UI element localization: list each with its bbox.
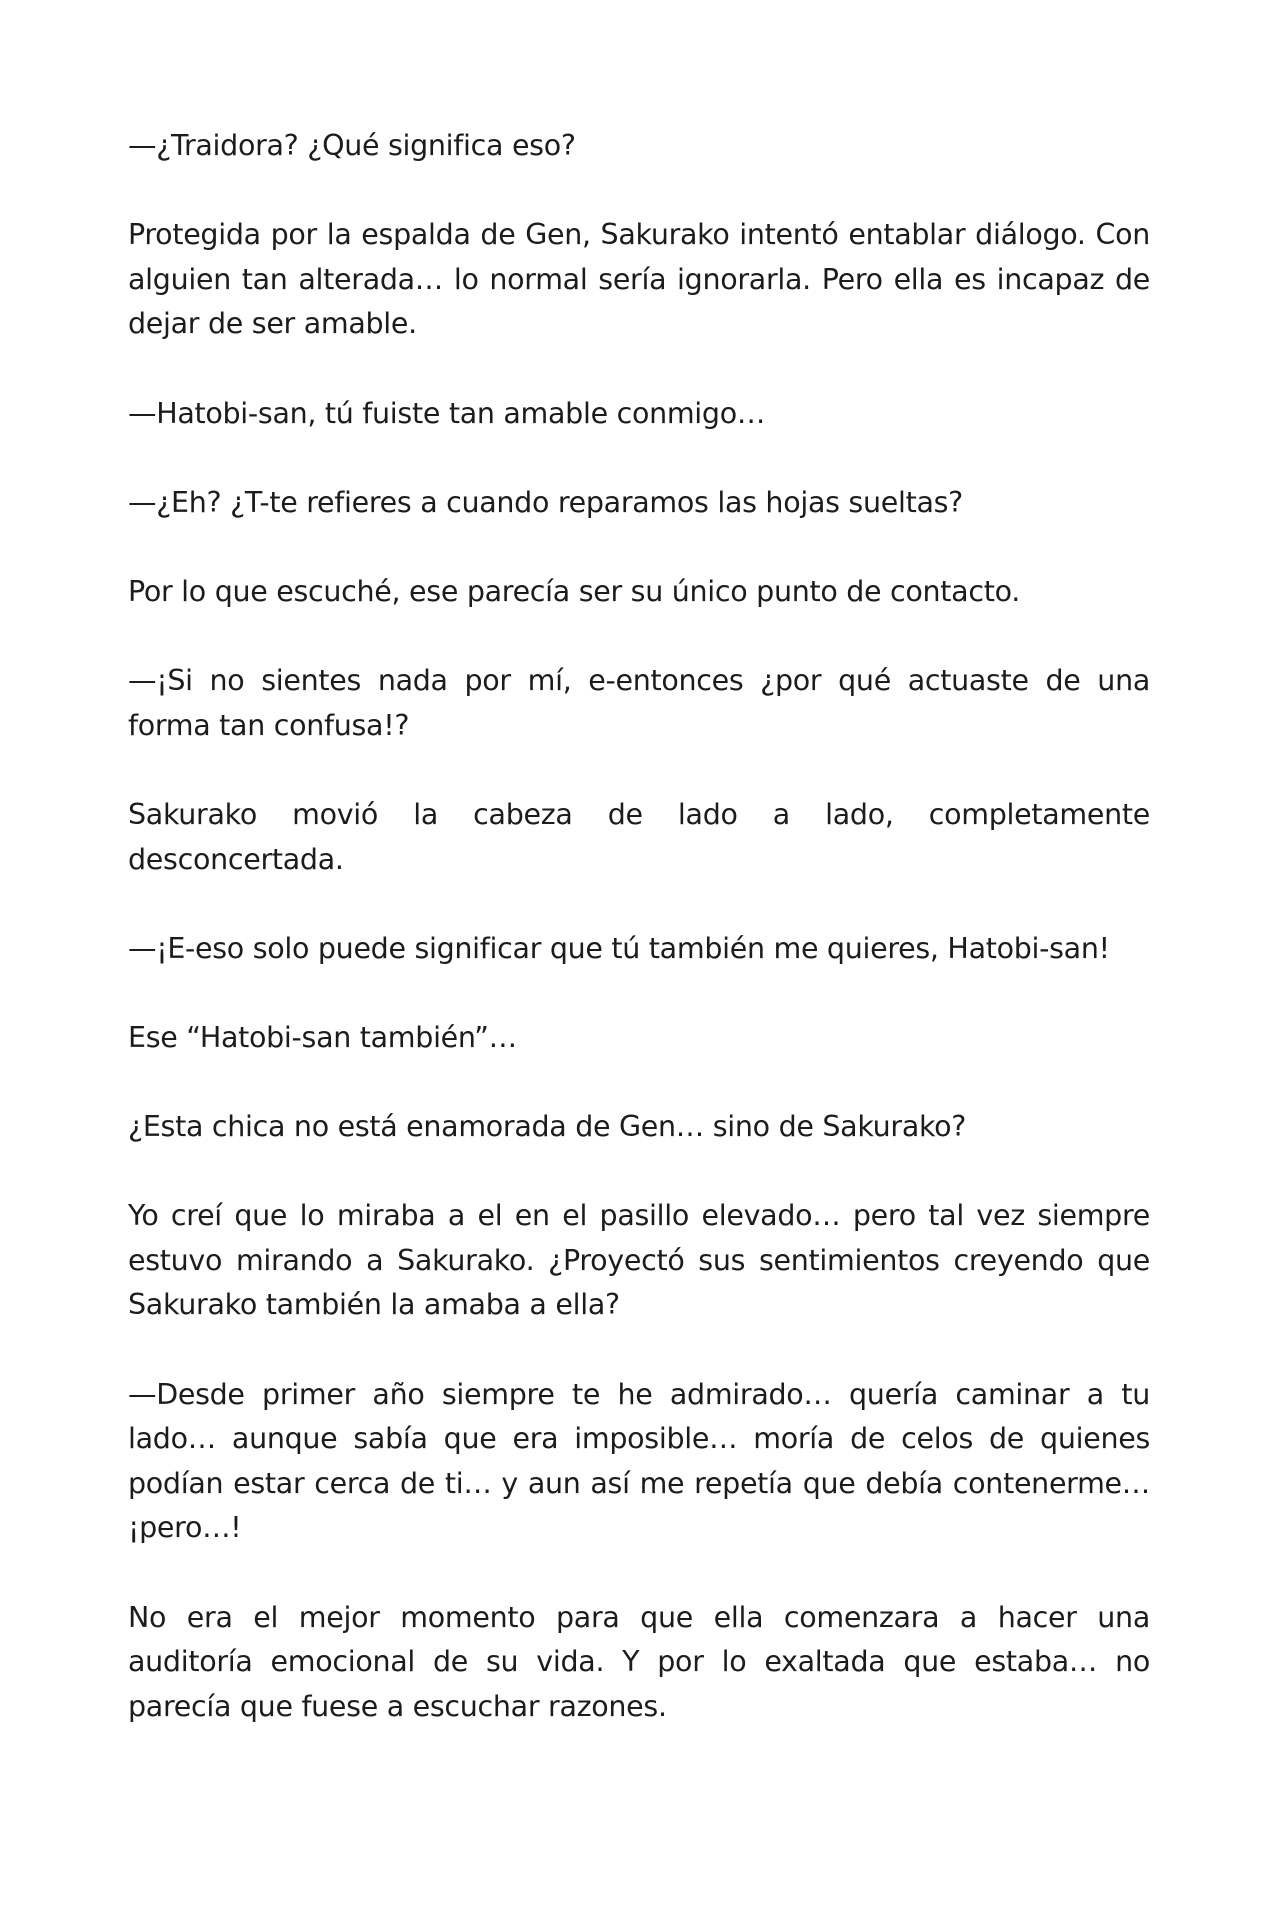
paragraph-narration: Yo creí que lo miraba a el en el pasillo elevado… pero tal vez siempre estuvo mirando a Sakurako. ¿Proyectó sus sentimientos creyendo que Sakurako también la amaba a ella?	[128, 1199, 1150, 1322]
document-page	[128, 124, 1150, 1774]
paragraph-dialogue: —¿Eh? ¿T-te refieres a cuando reparamos las hojas sueltas?	[128, 485, 963, 519]
paragraph-narration: Ese “Hatobi-san también”…	[128, 1020, 517, 1054]
paragraph-dialogue: —Desde primer año siempre te he admirado… quería caminar a tu lado… aunque sabía que era imposible… moría de celos de quienes podían estar cerca de ti… y aun así me repetía que debía contenerme… ¡pero…!	[128, 1377, 1150, 1545]
paragraph-narration: Protegida por la espalda de Gen, Sakurako intentó entablar diálogo. Con alguien tan alterada… lo normal sería ignorarla. Pero ella es incapaz de dejar de ser amable.	[128, 218, 1150, 341]
paragraph-narration: Por lo que escuché, ese parecía ser su único punto de contacto.	[128, 574, 1020, 608]
paragraph-narration: No era el mejor momento para que ella comenzara a hacer una auditoría emocional de su vida. Y por lo exaltada que estaba… no parecía que fuese a escuchar razones.	[128, 1600, 1150, 1723]
paragraph-dialogue: —¡Si no sientes nada por mí, e-entonces ¿por qué actuaste de una forma tan confusa!?	[128, 664, 1150, 742]
paragraph-dialogue: —Hatobi-san, tú fuiste tan amable conmigo…	[128, 396, 766, 430]
paragraph-narration: ¿Esta chica no está enamorada de Gen… sino de Sakurako?	[128, 1110, 967, 1144]
paragraph-narration: Sakurako movió la cabeza de lado a lado, completamente desconcertada.	[128, 797, 1150, 876]
paragraph-dialogue: —¡E-eso solo puede significar que tú también me quieres, Hatobi-san!	[128, 931, 1110, 965]
paragraph-dialogue: —¿Traidora? ¿Qué significa eso?	[128, 129, 576, 162]
